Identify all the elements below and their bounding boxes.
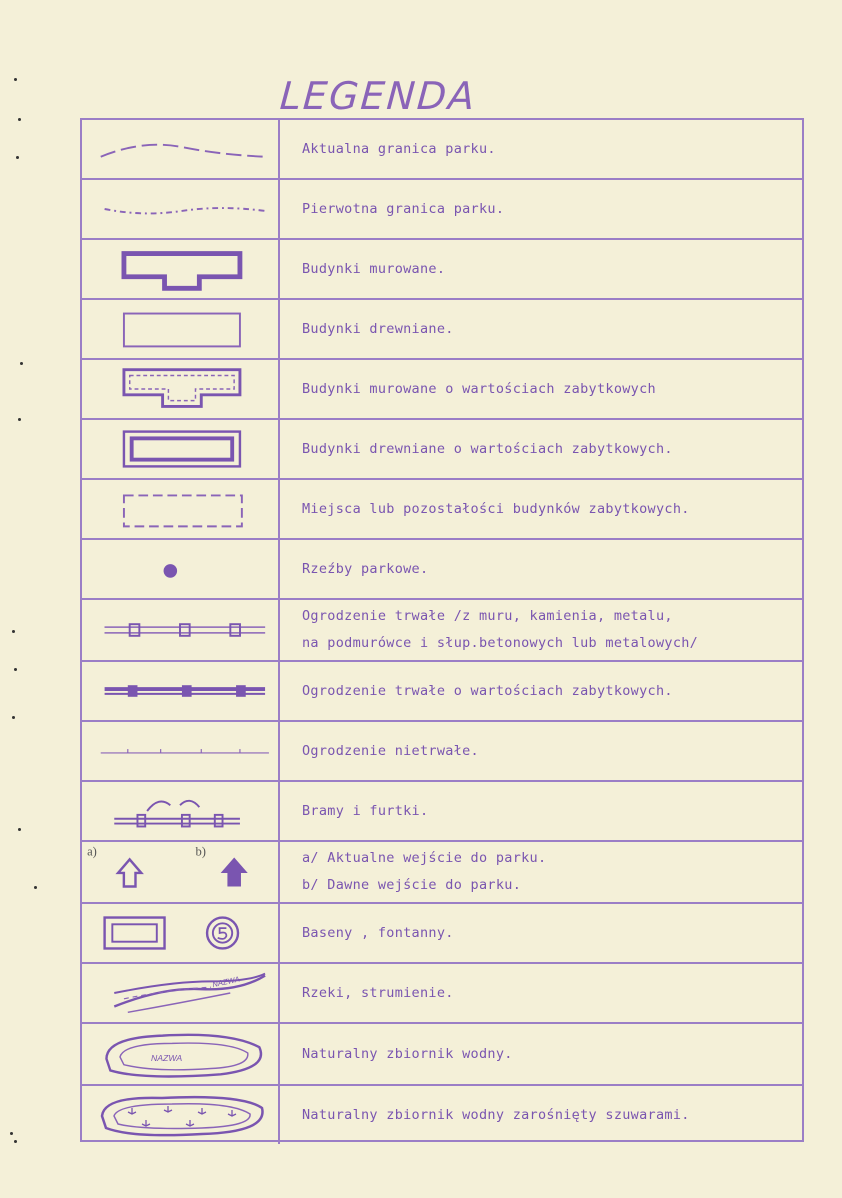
pond-map-label: NAZWA: [150, 1052, 183, 1063]
margin-mark: [14, 1140, 17, 1143]
legend-text: Ogrodzenie trwałe o wartościach zabytkowych.: [302, 682, 673, 699]
brick-building-icon: [82, 240, 278, 298]
legend-row: [82, 842, 802, 904]
legend-text: Budynki murowane.: [302, 260, 446, 277]
margin-mark: [20, 362, 23, 365]
legend-text: b/ Dawne wejście do parku.: [302, 877, 522, 893]
legend-row: [82, 180, 802, 240]
margin-mark: [10, 1132, 13, 1135]
legend-text: Miejsca lub pozostałości budynków zabytkowych.: [302, 500, 690, 517]
legend-row: [82, 904, 802, 964]
historic-brick-building-icon: [82, 360, 278, 418]
entrance-label-a: a): [87, 844, 97, 859]
margin-mark: [14, 668, 17, 671]
historic-wooden-building-icon: [82, 420, 278, 478]
legend-text: Aktualna granica parku.: [302, 140, 496, 157]
pond-icon: [82, 1024, 278, 1084]
legend-text: Rzeźby parkowe.: [302, 560, 429, 577]
legend-text: Baseny , fontanny.: [302, 924, 454, 941]
pool-fountain-icon: [82, 904, 278, 962]
legend-row: [82, 1024, 802, 1086]
dashed-boundary-line-icon: [82, 120, 278, 178]
margin-mark: [12, 630, 15, 633]
margin-mark: [18, 828, 21, 831]
river-map-label: NAZWA: [211, 974, 241, 990]
legend-row: [82, 300, 802, 360]
legend-text: Budynki drewniane o wartościach zabytkowych.: [302, 440, 673, 457]
margin-mark: [16, 156, 19, 159]
legend-row: [82, 1086, 802, 1144]
legend-row: [82, 420, 802, 480]
entrance-label-b: b): [195, 844, 206, 859]
legend-row: [82, 662, 802, 722]
legend-row: [82, 120, 802, 180]
reed-pond-icon: [82, 1086, 278, 1144]
margin-mark: [34, 886, 37, 889]
legend-text: Naturalny zbiornik wodny zarośnięty szuwarami.: [302, 1106, 690, 1123]
gate-icon: [82, 782, 278, 840]
margin-mark: [14, 78, 17, 81]
river-icon: [82, 964, 278, 1022]
entrance-arrows-icon: [82, 842, 278, 902]
page-title: LEGENDA: [278, 74, 478, 118]
legend-table: [80, 118, 804, 1142]
legend-row: [82, 782, 802, 842]
legend-text: Budynki drewniane.: [302, 320, 454, 337]
sculpture-dot-icon: [82, 540, 278, 598]
temporary-fence-icon: [82, 722, 278, 780]
legend-text: na podmurówce i słup.betonowych lub metalowych/: [302, 635, 699, 651]
legend-row: [82, 480, 802, 540]
legend-row: [82, 722, 802, 782]
dotted-boundary-line-icon: [82, 180, 278, 238]
historic-fence-icon: [82, 662, 278, 720]
legend-text: Rzeki, strumienie.: [302, 984, 454, 1001]
margin-mark: [12, 716, 15, 719]
legend-text: Ogrodzenie trwałe /z muru, kamienia, metalu,: [302, 608, 673, 624]
legend-text: Pierwotna granica parku.: [302, 200, 505, 217]
legend-row: [82, 240, 802, 300]
legend-text: Bramy i furtki.: [302, 802, 429, 819]
legend-row: [82, 540, 802, 600]
legend-text: Naturalny zbiornik wodny.: [302, 1045, 513, 1062]
legend-text: a/ Aktualne wejście do parku.: [302, 850, 547, 866]
legend-row: [82, 360, 802, 420]
legend-row: [82, 964, 802, 1024]
legend-text: Ogrodzenie nietrwałe.: [302, 742, 479, 759]
legend-row: [82, 600, 802, 662]
wooden-building-icon: [82, 300, 278, 358]
margin-mark: [18, 418, 21, 421]
permanent-fence-icon: [82, 600, 278, 660]
legend-text: Budynki murowane o wartościach zabytkowych: [302, 380, 656, 397]
building-remains-icon: [82, 480, 278, 538]
margin-mark: [18, 118, 21, 121]
